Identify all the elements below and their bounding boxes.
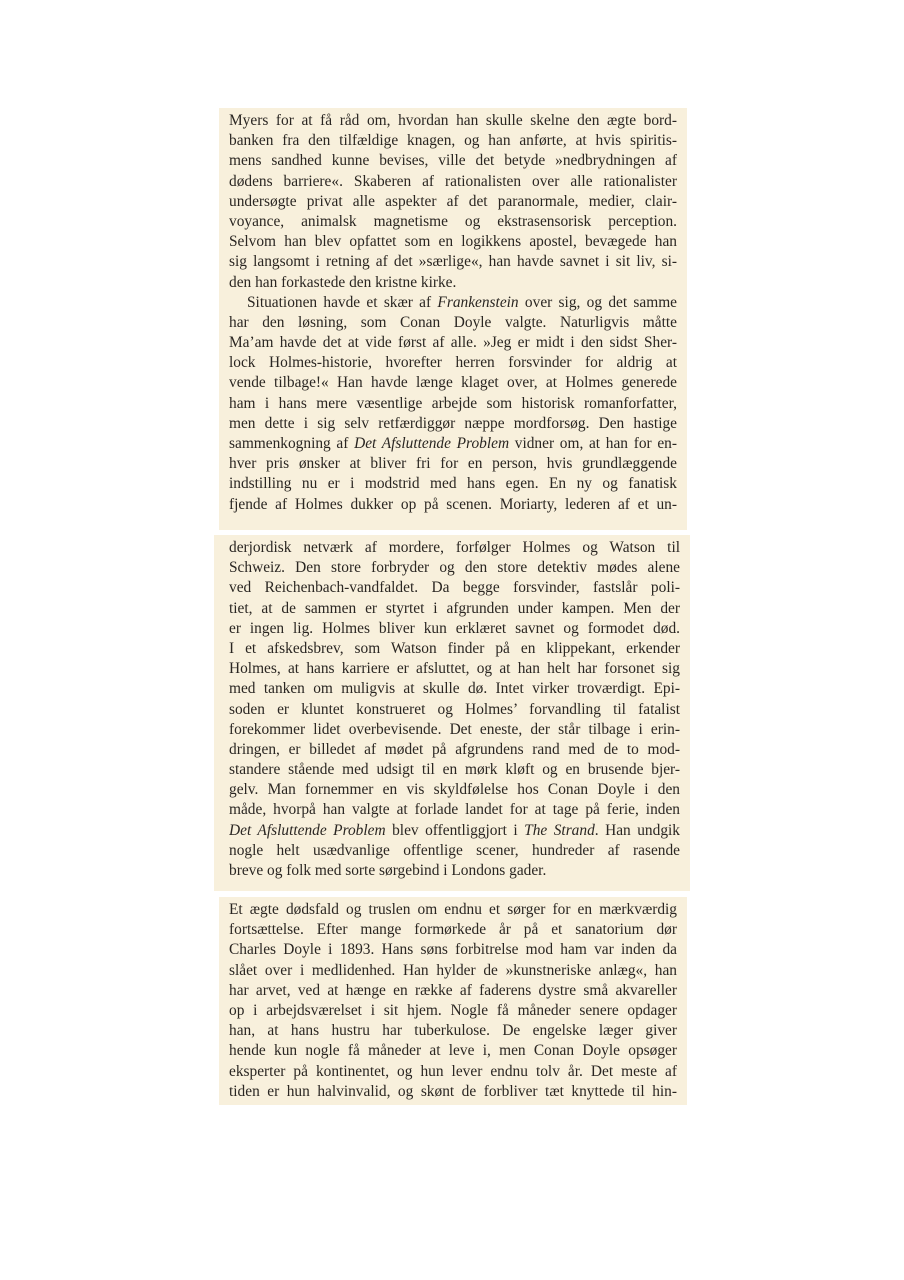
text-line [229,151,677,171]
text-line [229,760,680,780]
line-text: banken fra den tilfældige knagen, og han anførte, at hvis spiritis- [229,132,677,150]
line-text: voyance, animalsk magnetisme og ekstrasensorisk perception. [229,212,677,230]
line-text: den han forkastede den kristne kirke. [229,273,457,291]
line-text: eksperter på kontinentet, og hun lever endnu tolv år. Det meste af [229,1062,677,1080]
line-text: vende tilbage!« Han havde længe klaget over, at Holmes generede [229,374,677,392]
text-line [229,619,680,639]
text-line [229,659,680,679]
line-text: mens sandhed kunne bevises, ville det betyde »nedbrydningen af [229,152,677,170]
text-line [229,841,680,861]
text-line [229,1001,677,1021]
line-text: indstilling nu er i modstrid med hans egen. En ny og fanatisk [229,475,677,493]
line-text: standere stående med udsigt til en mørk kløft og en brusende bjer- [229,761,680,779]
text-line [229,538,680,558]
line-text: derjordisk netværk af mordere, forfølger Holmes og Watson til [229,539,680,556]
line-text: over sig, og det samme [518,293,677,311]
line-text: Schweiz. Den store forbryder og den store detektiv mødes alene [229,559,680,577]
text-line [229,192,677,212]
line-text: fjende af Holmes dukker op på scenen. Moriarty, lederen af et un- [229,495,677,513]
line-text: hver pris ønsker at bliver fri for en person, hvis grundlæggende [229,455,677,473]
line-text: han, at hans hustru har tuberkulose. De engelske læger giver [229,1022,677,1040]
line-text: vidner om, at han for en- [509,435,677,452]
text-line [229,981,677,1001]
text-line [229,821,680,841]
line-text: tiden er hun halvinvalid, og skønt de forbliver tæt knyttede til hin- [229,1082,677,1100]
text-clipping-2 [214,535,690,891]
text-line [229,599,680,619]
line-text: men dette i sig selv retfærdiggør næppe mordforsøg. Den hastige [229,414,677,432]
text-line [229,434,677,454]
text-line [229,252,677,272]
text-line [229,232,677,252]
italic-title: Frankenstein [437,293,519,311]
text-line [229,1021,677,1041]
line-text: Situationen havde et skær af [247,293,438,311]
text-line [229,720,680,740]
text-line [229,474,677,494]
line-text: fortsættelse. Efter mange formørkede år på et sanatorium dør [229,921,677,939]
line-text: slået over i medlidenhed. Han hylder de »kunstneriske anlæg«, han [229,961,677,979]
text-line [229,273,677,293]
line-text: Selvom han blev opfattet som en logikkens apostel, bevægede han [229,233,677,251]
line-text: med tanken om muligvis at skulle dø. Intet virker troværdigt. Epi- [229,680,680,698]
text-line [229,679,680,699]
text-line [229,111,677,131]
text-line [229,212,677,232]
text-line [229,333,677,353]
text-line [229,414,677,434]
italic-title: The Strand [524,821,595,839]
text-line [229,495,677,515]
text-line [229,800,680,820]
text-line [229,131,677,151]
line-text: soden er kluntet konstrueret og Holmes’ forvandling til fatalist [229,700,680,718]
line-text: . Han undgik [594,821,680,839]
line-text: tiet, at de sammen er styrtet i afgrunden under kampen. Men der [229,599,680,617]
line-text: ved Reichenbach-vandfaldet. Da begge forsvinder, fastslår poli- [229,579,680,597]
text-line [229,1041,677,1061]
text-clipping-3 [219,897,687,1105]
italic-title: Det Afsluttende Problem [354,435,510,452]
line-text: Et ægte dødsfald og truslen om endnu et sørger for en mærkværdig [229,901,677,918]
text-line [229,172,677,192]
line-text: I et afskedsbrev, som Watson finder på en klippekant, erkender [229,639,680,657]
text-line [229,293,677,313]
line-text: hende kun nogle få måneder at leve i, men Conan Doyle opsøger [229,1042,677,1060]
line-text: har arvet, ved at hænge en række af faderens dystre små akvareller [229,981,677,999]
italic-title: Det Afsluttende Problem [229,821,386,839]
text-line [229,1082,677,1102]
text-line [229,700,680,720]
text-line [229,900,677,920]
line-text: dringen, er billedet af mødet på afgrundens rand med de to mod- [229,740,680,758]
line-text: forekommer lidet overbevisende. Det eneste, der står tilbage i erin- [229,720,680,738]
text-line [229,454,677,474]
line-text: sammenkogning af [229,435,355,452]
line-text: sig langsomt i retning af det »særlige«, han havde savnet i sit liv, si- [229,253,677,271]
line-text: nogle helt usædvanlige offentlige scener, hundreder af rasende [229,841,680,859]
line-text: Ma’am havde det at vide først af alle. »Jeg er midt i den sidst Sher- [229,334,677,352]
text-clipping-1 [219,108,687,530]
text-line [229,558,680,578]
line-text: ham i hans mere væsentlige arbejde som historisk romanforfatter, [229,394,677,412]
line-text: lock Holmes-historie, hvorefter herren forsvinder for aldrig at [229,354,677,372]
line-text: breve og folk med sorte sørgebind i Londons gader. [229,862,547,879]
text-line [229,940,677,960]
line-text: dødens barriere«. Skaberen af rationalisten over alle rationalister [229,172,677,190]
text-line [229,740,680,760]
line-text: Charles Doyle i 1893. Hans søns forbitrelse mod ham var inden da [229,941,677,959]
text-line [229,578,680,598]
text-line [229,861,680,881]
text-line [229,961,677,981]
line-text: måde, hvorpå han valgte at forlade landet for at tage på ferie, inden [229,801,680,819]
line-text: blev offentliggjort i [385,821,525,839]
text-line [229,920,677,940]
line-text: har den løsning, som Conan Doyle valgte. Naturligvis måtte [229,313,677,331]
text-line [229,373,677,393]
text-line [229,639,680,659]
line-text: op i arbejdsværelset i sit hjem. Nogle få måneder senere opdager [229,1001,677,1019]
line-text: undersøgte privat alle aspekter af det paranormale, medier, clair- [229,192,677,210]
text-line [229,313,677,333]
line-text: er ingen lig. Holmes bliver kun erklæret savnet og formodet død. [229,619,680,637]
text-line [229,394,677,414]
text-line [229,353,677,373]
line-text: Holmes, at hans karriere er afsluttet, og at han helt har forsonet sig [229,660,680,678]
text-line [229,780,680,800]
line-text: Myers for at få råd om, hvordan han skulle skelne den ægte bord- [229,112,677,129]
text-line [229,1062,677,1082]
line-text: gelv. Man fornemmer en vis skyldfølelse hos Conan Doyle i den [229,781,680,799]
